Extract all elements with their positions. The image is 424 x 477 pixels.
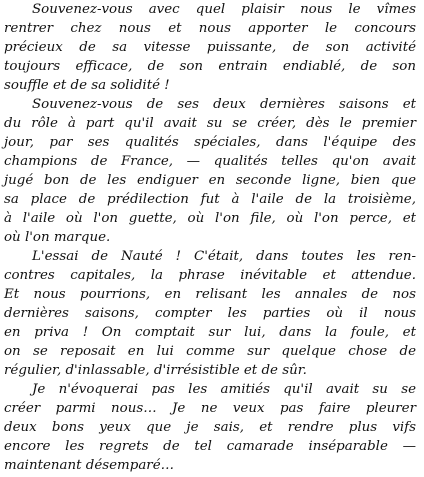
text-line: Souvenez-vous avec quel plaisir nous le vîmes [32, 2, 416, 17]
text-line: contres capitales, la phrase inévitable et attendue. [4, 268, 416, 283]
text-line: Je n'évoquerai pas les amitiés qu'il avait su se [32, 382, 416, 397]
text-line: régulier, d'inlassable, d'irrésistible et de sûr. [4, 363, 307, 378]
text-line: on se reposait en lui comme sur quelque chose de [4, 344, 416, 359]
text-line: créer parmi nous… Je ne veux pas faire pleurer [4, 401, 416, 416]
text-line: dernières saisons, compter les parties où il nous [4, 306, 416, 321]
text-line: du rôle à part qu'il avait su se créer, dès le premier [4, 116, 416, 131]
text-line: toujours efficace, de son entrain endiablé, de son [4, 59, 416, 74]
text-line: maintenant désemparé… [4, 458, 175, 473]
text-line: jour, par ses qualités spéciales, dans l'équipe des [4, 135, 416, 150]
text-line: jugé bon de les endiguer en seconde ligne, bien que [4, 173, 416, 188]
text-line: à l'aile où l'on guette, où l'on file, où l'on perce, et [4, 211, 416, 226]
text-line: où l'on marque. [4, 230, 111, 245]
text-line: Et nous pourrions, en relisant les annales de nos [4, 287, 416, 302]
text-line: précieux de sa vitesse puissante, de son activité [4, 40, 416, 55]
text-line: sa place de prédilection fut à l'aile de la troisième, [4, 192, 416, 207]
text-line: L'essai de Nauté ! C'était, dans toutes les ren- [32, 249, 416, 264]
text-line: rentrer chez nous et nous apporter le concours [4, 21, 416, 36]
text-line: Souvenez-vous de ses deux dernières saisons et [32, 97, 416, 112]
text-line: souffle et de sa solidité ! [4, 78, 170, 93]
text-line: deux bons yeux que je sais, et rendre plus vifs [4, 420, 416, 435]
text-line: encore les regrets de tel camarade inséparable — [4, 439, 416, 454]
text-line: champions de France, — qualités telles qu'on avait [4, 154, 416, 169]
text-line: en priva ! On comptait sur lui, dans la foule, et [4, 325, 416, 340]
